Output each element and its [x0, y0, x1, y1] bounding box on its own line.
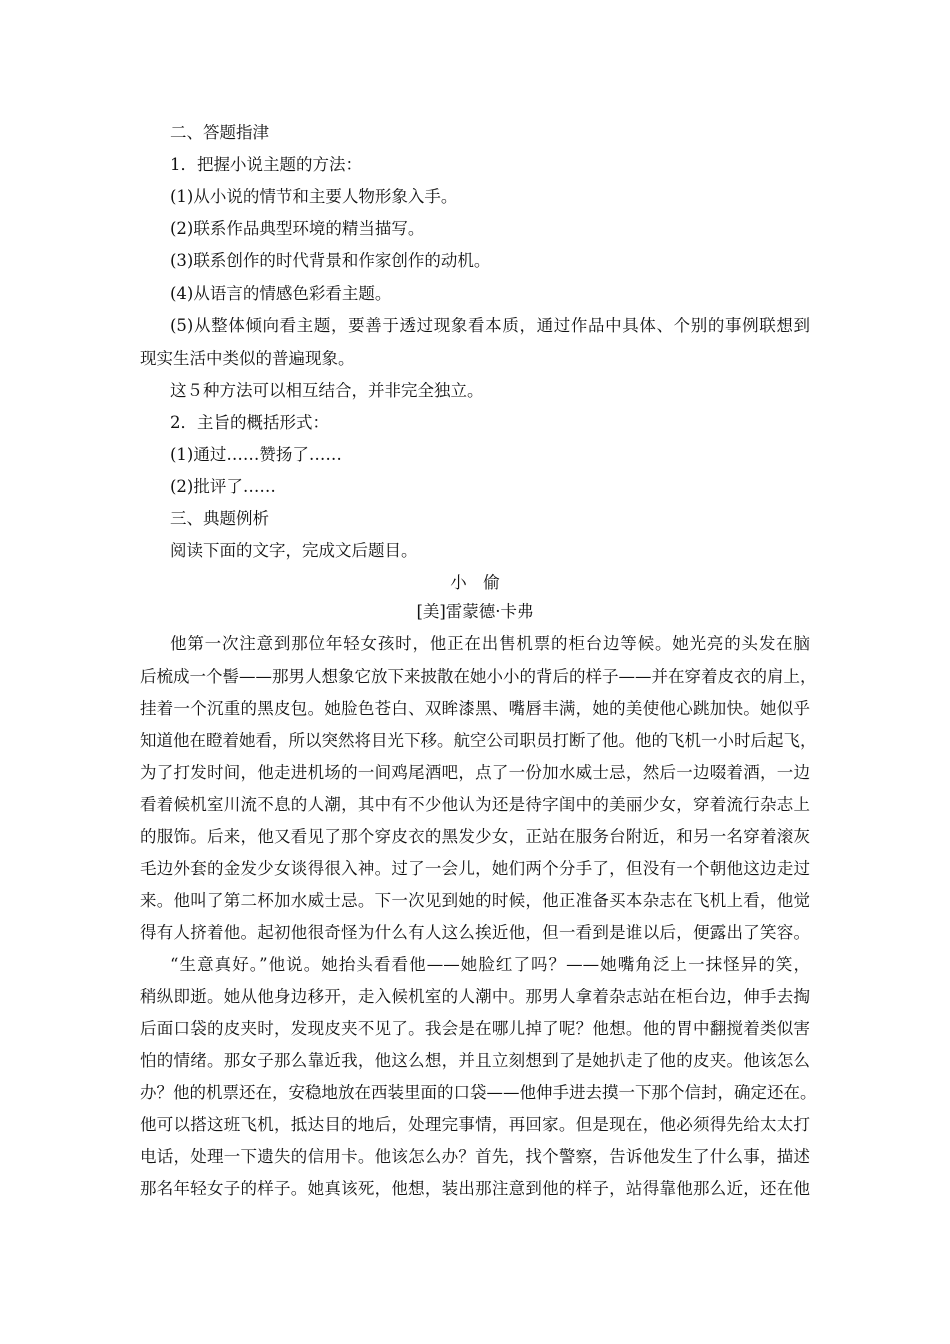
para1-line-5: 为了打发时间，他走进机场的一间鸡尾酒吧，点了一份加水威士忌，然后一边啜着酒，一边 [140, 763, 810, 782]
form-2: (2)批评了…… [170, 477, 276, 496]
para2-line-4: 怕的情绪。那女子那么靠近我，他这么想，并且立刻想到了是她扒走了他的皮夹。他该怎么 [140, 1051, 810, 1070]
para1-line-9: 来。他叫了第二杯加水威士忌。下一次见到她的时候，他正准备买本杂志在飞机上看，他觉 [140, 891, 810, 910]
form-1: (1)通过……赞扬了…… [170, 445, 342, 464]
para2-line-6: 他可以搭这班飞机，抵达目的地后，处理完事情，再回家。但是现在，他必须得先给太太打 [140, 1115, 810, 1134]
para1-line-6: 看着候机室川流不息的人潮，其中有不少他认为还是待字闺中的美丽少女，穿着流行杂志上 [140, 795, 810, 814]
para2-line-3: 后面口袋的皮夹时，发现皮夹不见了。我会是在哪儿掉了呢？他想。他的胃中翻搅着类似害 [140, 1019, 810, 1038]
method-4: (4)从语言的情感色彩看主题。 [170, 284, 392, 303]
para1-line-7: 的服饰。后来，他又看见了那个穿皮衣的黑发少女，正站在服务台附近，和另一名穿着滚灰 [140, 827, 810, 846]
para2-line-2: 稍纵即逝。她从他身边移开，走入候机室的人潮中。那男人拿着杂志站在柜台边，伸手去掏 [140, 987, 810, 1006]
method-1: (1)从小说的情节和主要人物形象入手。 [170, 187, 458, 206]
para1-line-3: 挂着一个沉重的黑皮包。她脸色苍白、双眸漆黑、嘴唇丰满，她的美使他心跳加快。她似乎 [140, 699, 810, 718]
method-5-continued: 现实生活中类似的普遍现象。 [140, 349, 355, 368]
para2-line-1: “生意真好。”他说。她抬头看看他——她脸红了吗？——她嘴角泛上一抹怪异的笑， [170, 955, 810, 974]
para1-line-2: 后梳成一个髻——那男人想象它放下来披散在她小小的背后的样子——并在穿着皮衣的肩上， [140, 667, 817, 686]
para1-line-1: 他第一次注意到那位年轻女孩时，他正在出售机票的柜台边等候。她光亮的头发在脑 [170, 634, 810, 653]
section2-heading: 二、答题指津 [170, 123, 269, 142]
method-5: (5)从整体倾向看主题，要善于透过现象看本质，通过作品中具体、个别的事例联想到 [170, 316, 810, 335]
para2-line-5: 办？他的机票还在，安稳地放在西装里面的口袋——他伸手进去摸一下那个信封，确定还在。 [140, 1083, 817, 1102]
item1-title: 1．把握小说主题的方法： [170, 155, 362, 174]
method-3: (3)联系创作的时代背景和作家创作的动机。 [170, 251, 491, 270]
para1-line-8: 毛边外套的金发少女谈得很入神。过了一会儿，她们两个分手了，但没有一个朝他这边走过 [140, 859, 810, 878]
story-author: [美]雷蒙德·卡弗 [416, 602, 534, 621]
para1-line-10: 得有人挤着他。起初他很奇怪为什么有人这么挨近他，但一看到是谁以后，便露出了笑容。 [140, 923, 810, 942]
para2-line-8: 那名年轻女子的样子。她真该死，他想，装出那注意到他的样子，站得靠他那么近，还在他 [140, 1179, 810, 1198]
method-2: (2)联系作品典型环境的精当描写。 [170, 219, 425, 238]
item2-title: 2．主旨的概括形式： [170, 413, 329, 432]
methods-note: 这５种方法可以相互结合，并非完全独立。 [170, 381, 484, 400]
para1-line-4: 知道他在瞪着她看，所以突然将目光下移。航空公司职员打断了他。他的飞机一小时后起飞， [140, 731, 817, 750]
story-title: 小 偷 [450, 573, 500, 592]
para2-line-7: 电话，处理一下遗失的信用卡。他该怎么办？首先，找个警察，告诉他发生了什么事，描述 [140, 1147, 810, 1166]
section3-heading: 三、典题例析 [170, 509, 269, 528]
section3-instruction: 阅读下面的文字，完成文后题目。 [170, 541, 418, 560]
